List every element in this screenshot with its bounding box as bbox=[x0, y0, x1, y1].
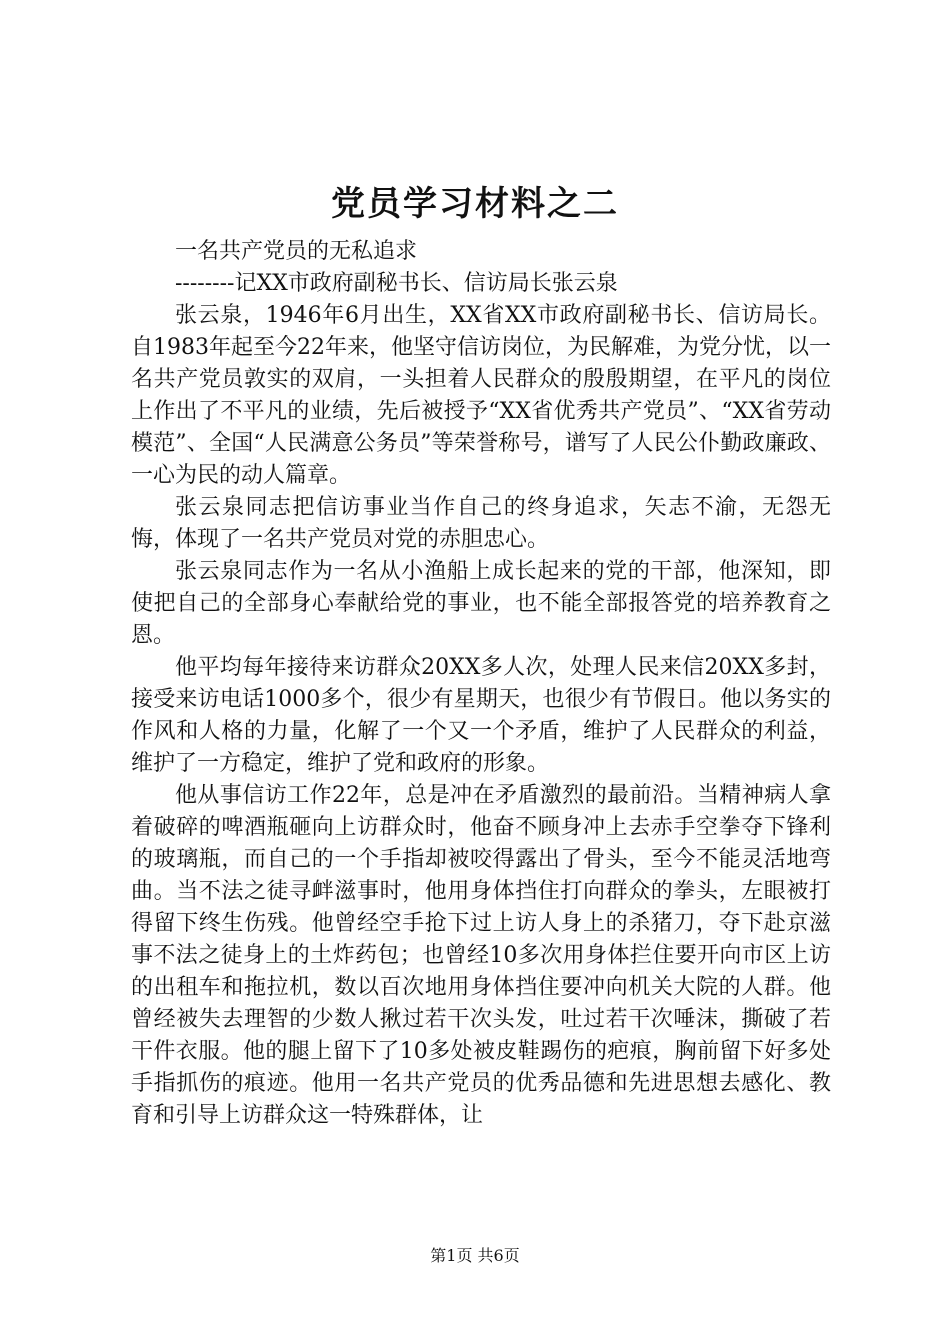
paragraph: 张云泉同志作为一名从小渔船上成长起来的党的干部，他深知，即使把自己的全部身心奉献给党的事业，也不能全部报答党的培养教育之恩。 bbox=[131, 559, 831, 648]
document-byline: --------记XX市政府副秘书长、信访局长张云泉 bbox=[175, 271, 618, 296]
page-footer: 第1页 共6页 bbox=[430, 1246, 520, 1265]
paragraph: 他平均每年接待来访群众20XX多人次，处理人民来信20XX多封，接受来访电话1000多个，很少有星期天，也很少有节假日。他以务实的作风和人格的力量，化解了一个又一个矛盾，维护了人民群众的利益，维护了一方稳定，维护了党和政府的形象。 bbox=[131, 655, 831, 776]
document-subtitle: 一名共产党员的无私追求 bbox=[175, 239, 418, 264]
paragraph: 张云泉，1946年6月出生，XX省XX市政府副秘书长、信访局长。自1983年起至今22年来，他坚守信访岗位，为民解难，为党分忧，以一名共产党员敦实的双肩，一头担着人民群众的殷殷期望，在平凡的岗位上作出了不平凡的业绩，先后被授予“XX省优秀共产党员”、“XX省劳动模范”、全国“人民满意公务员”等荣誉称号，谱写了人民公仆勤政廉政、一心为民的动人篇章。 bbox=[131, 303, 831, 488]
paragraph: 张云泉同志把信访事业当作自己的终身追求，矢志不渝，无怨无悔，体现了一名共产党员对党的赤胆忠心。 bbox=[131, 495, 831, 552]
paragraph: 他从事信访工作22年，总是冲在矛盾激烈的最前沿。当精神病人拿着破碎的啤酒瓶砸向上访群众时，他奋不顾身冲上去赤手空拳夺下锋利的玻璃瓶，而自己的一个手指却被咬得露出了骨头，至今不能灵活地弯曲。当不法之徒寻衅滋事时，他用身体挡住打向群众的拳头，左眼被打得留下终生伤残。他曾经空手抢下过上访人身上的杀猪刀，夺下赴京滋事不法之徒身上的土炸药包；也曾经10多次用身体拦住要开向市区上访的出租车和拖拉机，数以百次地用身体挡住要冲向机关大院的人群。他曾经被失去理智的少数人揪过若干次头发，吐过若干次唾沫，撕破了若干件衣服。他的腿上留下了10多处被皮鞋踢伤的疤痕，胸前留下好多处手指抓伤的痕迹。他用一名共产党员的优秀品德和先进思想去感化、教育和引导上访群众这一特殊群体，让 bbox=[131, 783, 831, 1128]
document-body bbox=[131, 236, 831, 1132]
document-title: 党员学习材料之二 bbox=[331, 184, 619, 224]
